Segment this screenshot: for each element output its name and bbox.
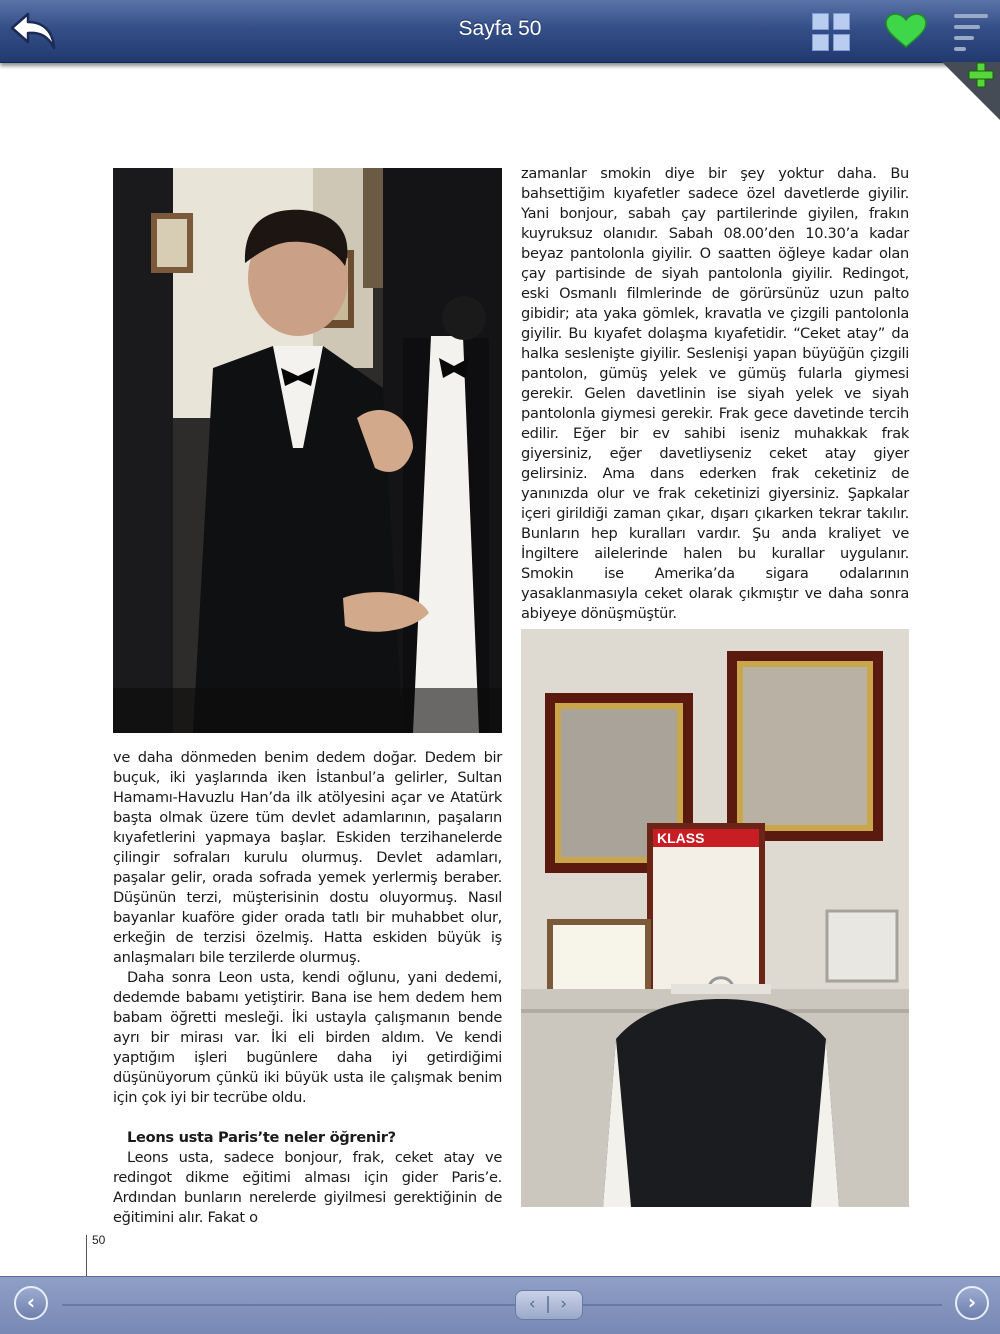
favorite-button[interactable] <box>884 13 928 49</box>
heart-icon <box>884 13 928 49</box>
article-paragraph: Daha sonra Leon usta, kendi oğlunu, yani dedemi, dedemde babamı yetiştirir. Bana ise hem dedem hem babam öğretti mesleği. İki ustayla çalışmanın bende ayrı bir mirası var. İki eli birden aldım. Ve kendi yaptığım işleri bugünlere daha iyi getirdiğimi düşünüyorum çünkü iki büyük usta ile çalışmak benim için çok iyi bir tecrübe oldu. <box>113 969 502 1106</box>
top-toolbar <box>0 0 1000 63</box>
previous-page-button[interactable] <box>14 1286 48 1320</box>
article-paragraph: zamanlar smokin diye bir şey yoktur daha. Bu bahsettiğim kıyafetler sadece özel davetlerde giyilir. Yani bonjour, sabah çay partilerinde giyilen, frakın kuyruksuz olanıdır. Sabah 08.00’den 10.30’a kadar beyaz pantolonla giyilir. O saatten öğleye kadar olan çay partisinde de siyah pantolonla giyilir. Redingot, eski Osmanlı filmlerinde de görürsünüz uzun palto gibidir; ata yaka gömlek, kravatla ve çizgili pantolonla giyilir. Bu kıyafet dolaşma kıyafetidir. “Ceket atay” da halka seslenişte giyilir. Seslenişi yapan büyüğün çizgili pantolon, gümüş yelek ve gümüş fularla giymesi gerekir. Gelen davetlinin ise siyah yelek ve siyah pantolonla giymesi gerekir. Frak gece davetinde tercih edilir. Eğer bir ev sahibi iseniz muhakkak frak giyersiniz, eğer davetliyseniz ceket atay giyer gelirsiniz. Ama dans ederken frak ceketiniz de yanınızda olur ve frak ceketinizi giyersiniz. Şapkalar içeri girildiği zaman çıkar, dışarı çıkarken tekrar takılır. Bunların hep kuralları vardır. Şu anda kraliyet ve İngiltere ailelerinde halen bu kurallar uygulanır. Smokin ise Amerika’da sigara odalarının yasaklanmasıyla ceket olarak çıkmıştır ve daha sonra abiyeye dönüşmüştür. <box>521 165 909 622</box>
chevron-right-icon: › <box>967 1290 977 1314</box>
page-number: 50 <box>92 1233 106 1247</box>
grid-view-button[interactable] <box>812 13 852 51</box>
article-subheading: Leons usta Paris’te neler öğrenir? <box>127 1129 396 1146</box>
page-title: Sayfa 50 <box>458 17 542 40</box>
next-page-button[interactable] <box>955 1286 989 1320</box>
add-bookmark-button[interactable] <box>966 60 996 90</box>
tailor-portrait-photo <box>113 168 502 733</box>
page-slider-thumb[interactable]: ‹ | › <box>515 1290 583 1320</box>
magazine-title-text: KLASS <box>657 830 705 846</box>
table-of-contents-button[interactable] <box>952 14 992 50</box>
article-paragraph: ve daha dönmeden benim dedem doğar. Dedem bir buçuk, iki yaşlarında iken İstanbul’a gelirler, Sultan Hamamı-Havuzlu Han’da ilk atölyesini açar ve Atatürk başta olmak üzere tüm devlet adamlarının, paşaların kıyafetlerini yapmaya başlar. Eskiden terzihanelerde çilingir sofraları kurulu olurmuş. Devlet adamları, paşalar gelir, orada sofrada yemek yerlermiş beraber. Düşünün terzi, müşterisinin dostu oluyormuş. Nasıl bayanlar kuaföre gider orada tatlı bir muhabbet olur, erkeğin de terzisi özelmiş. Hatta eskiden büyük iş anlaşmaları bile terzilerde olurmuş. <box>113 749 502 966</box>
chevron-left-icon: ‹ <box>26 1290 36 1314</box>
plus-icon <box>966 60 996 90</box>
article-paragraph: Leons usta, sadece bonjour, frak, ceket atay ve redingot dikme eğitimi alması için gider Paris’e. Ardından bunların nerelerde giyilmesi gerektiğinin de eğitimini alır. Fakat o <box>113 1149 502 1226</box>
article-right-column <box>521 164 909 624</box>
page-slider-track[interactable] <box>62 1304 942 1306</box>
frames-and-suit-photo <box>521 629 909 1207</box>
article-left-column <box>113 748 502 1228</box>
